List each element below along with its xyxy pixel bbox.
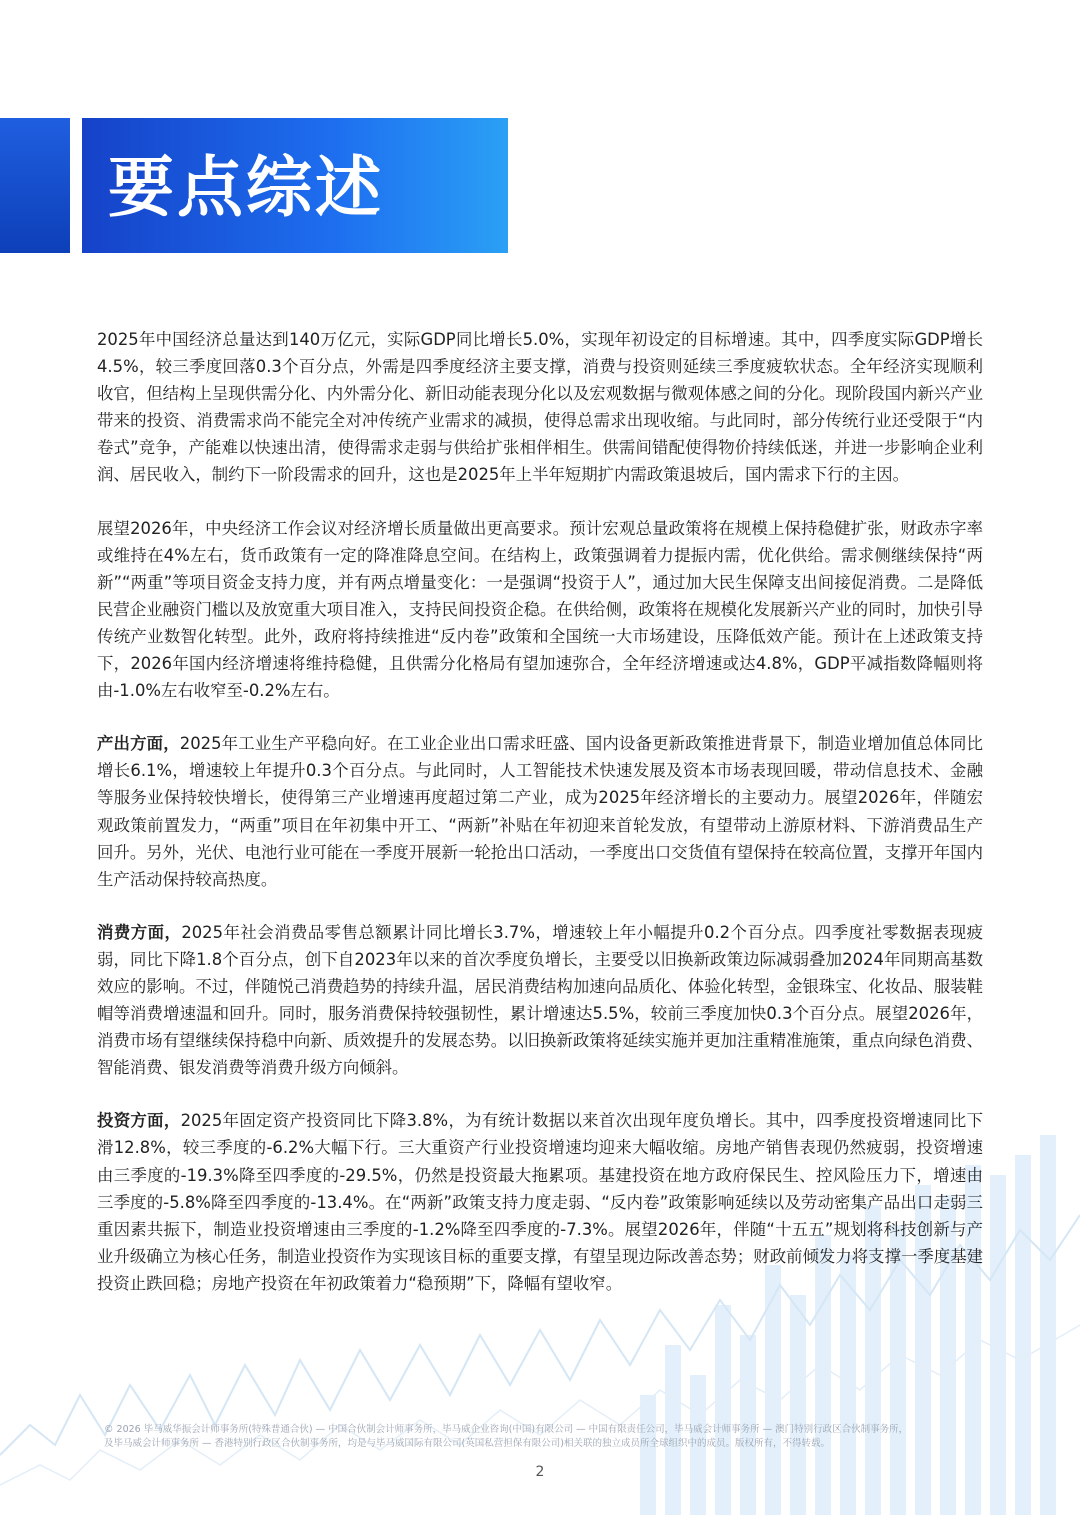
copyright-footer bbox=[104, 1423, 984, 1451]
title-accent-bar bbox=[0, 118, 70, 253]
paragraph-consumption: 消费方面，2025年社会消费品零售总额累计同比增长3.7%，增速较上年小幅提升0.2个百分点。四季度社零数据表现疲弱，同比下降1.8个百分点，创下自2023年以来的首次季度负增长，主要受以旧换新政策边际减弱叠加2024年同期高基数效应的影响。不过，伴随悦己消费趋势的持续升温，居民消费结构加速向品质化、体验化转型，金银珠宝、化妆品、服装鞋帽等消费增速温和回升。同时，服务消费保持较强韧性，累计增速达5.5%，较前三季度加快0.3个百分点。展望2026年，消费市场有望继续保持稳中向新、质效提升的发展态势。以旧换新政策将延续实施并更加注重精准施策，重点向绿色消费、智能消费、银发消费等消费升级方向倾斜。 bbox=[97, 922, 984, 1078]
paragraph-overview: 2025年中国经济总量达到140万亿元，实际GDP同比增长5.0%，实现年初设定的目标增速。其中，四季度实际GDP增长4.5%，较三季度回落0.3个百分点，外需是四季度经济主要支撑，消费与投资则延续三季度疲软状态。全年经济实现顺利收官，但结构上呈现供需分化、内外需分化、新旧动能表现分化以及宏观数据与微观体感之间的分化。现阶段国内新兴产业带来的投资、消费需求尚不能完全对冲传统产业需求的减损，使得总需求出现收缩。与此同时，部分传统行业还受限于“内卷式”竞争，产能难以快速出清，使得需求走弱与供给扩张相伴相生。供需间错配使得物价持续低迷，并进一步影响企业利润、居民收入，制约下一阶段需求的回升，这也是2025年上半年短期扩内需政策退坡后，国内需求下行的主因。 bbox=[97, 330, 983, 485]
paragraph-output: 产出方面，2025年工业生产平稳向好。在工业企业出口需求旺盛、国内设备更新政策推进背景下，制造业增加值总体同比增长6.1%，增速较上年提升0.3个百分点。与此同时，人工智能技术快速发展及资本市场表现回暖，带动信息技术、金融等服务业保持较快增长，使得第三产业增速再度超过第二产业，成为2025年经济增长的主要动力。展望2026年，伴随宏观政策前置发力，“两重”项目在年初集中开工、“两新”补贴在年初迎来首轮发放，有望带动上游原材料、下游消费品生产回升。另外，光伏、电池行业可能在一季度开展新一轮抢出口活动，一季度出口交货值有望保持在较高位置，支撑开年国内生产活动保持较高热度。 bbox=[97, 734, 983, 889]
section-lead-investment: 投资方面， bbox=[97, 1111, 181, 1131]
page-number: 2 bbox=[535, 1464, 545, 1480]
footer-line-1: © 2026 毕马威华振会计师事务所(特殊普通合伙) — 中国合伙制会计师事务所，毕马威企业咨询(中国)有限公司 — 中国有限责任公司，毕马威会计师事务所 — 澳门特别行政区合伙制事务所， bbox=[104, 1424, 909, 1435]
paragraph-investment: 投资方面，2025年固定资产投资同比下降3.8%，为有统计数据以来首次出现年度负增长。其中，四季度投资增速同比下滑12.8%，较三季度的-6.2%大幅下行。三大重资产行业投资增速均迎来大幅收缩。房地产销售表现仍然疲弱，投资增速由三季度的-19.3%降至四季度的-29.5%，仍然是投资最大拖累项。基建投资在地方政府保民生、控风险压力下，增速由三季度的-5.8%降至四季度的-13.4%。在“两新”政策支持力度走弱、“反内卷”政策影响延续以及劳动密集产品出口走弱三重因素共振下，制造业投资增速由三季度的-1.2%降至四季度的-7.3%。展望2026年，伴随“十五五”规划将科技创新与产业升级确立为核心任务，制造业投资作为实现该目标的重要支撑，有望呈现边际改善态势；财政前倾发力将支撑一季度基建投资止跌回稳；房地产投资在年初政策着力“稳预期”下，降幅有望收窄。 bbox=[97, 1111, 983, 1293]
paragraph-outlook: 展望2026年，中央经济工作会议对经济增长质量做出更高要求。预计宏观总量政策将在规模上保持稳健扩张，财政赤字率或维持在4%左右，货币政策有一定的降准降息空间。在结构上，政策强调着力提振内需，优化供给。需求侧继续保持“两新”“两重”等项目资金支持力度，并有两点增量变化：一是强调“投资于人”，通过加大民生保障支出间接促消费。二是降低民营企业融资门槛以及放宽重大项目准入，支持民间投资企稳。在供给侧，政策将在规模化发展新兴产业的同时，加快引导传统产业数智化转型。此外，政府将持续推进“反内卷”政策和全国统一大市场建设，压降低效产能。预计在上述政策支持下，2026年国内经济增速将维持稳健，且供需分化格局有望加速弥合，全年经济增速或达4.8%，GDP平减指数降幅则将由-1.0%左右收窄至-0.2%左右。 bbox=[97, 518, 983, 701]
footer-line-2: 及毕马威会计师事务所 — 香港特别行政区合伙制事务所，均是与毕马威国际有限公司(英国私营担保有限公司)相关联的独立成员所全球组织中的成员。版权所有，不得转载。 bbox=[104, 1438, 830, 1449]
summary-body bbox=[97, 326, 983, 1323]
section-lead-output: 产出方面， bbox=[97, 734, 180, 754]
section-lead-consumption: 消费方面， bbox=[97, 922, 182, 942]
page-title: 要点综述 bbox=[108, 149, 384, 226]
